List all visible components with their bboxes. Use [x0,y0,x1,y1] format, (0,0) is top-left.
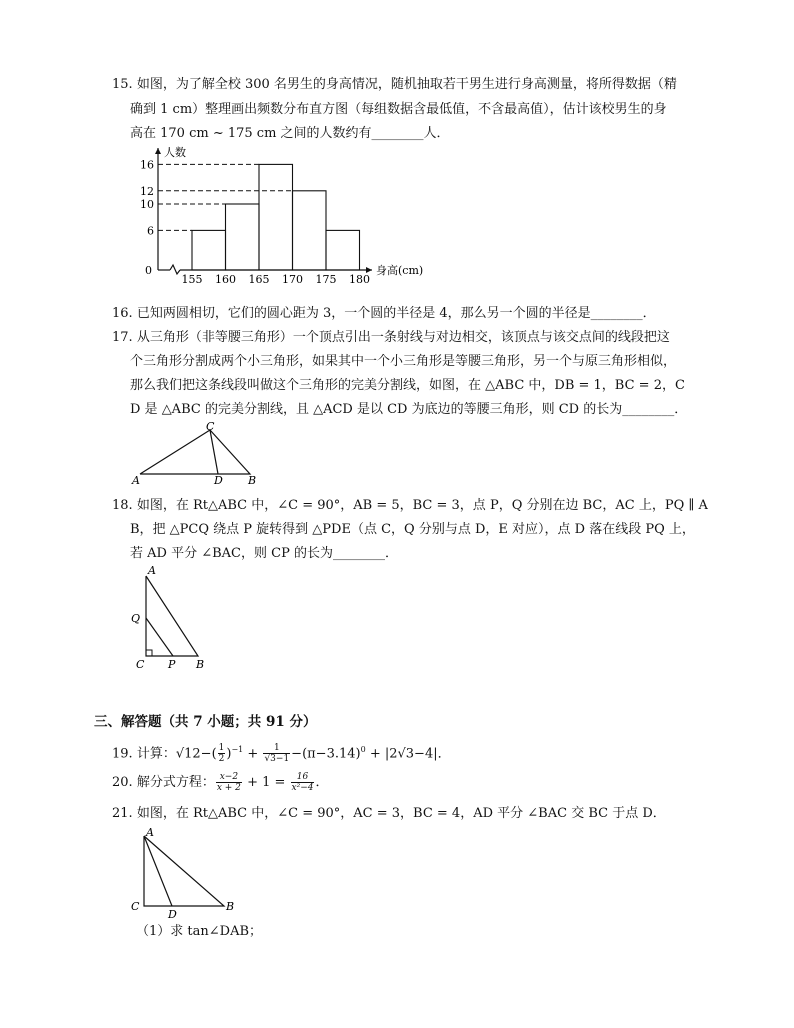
q17-label-a: A [132,474,140,486]
section-3-heading: 三、解答题（共 7 小题；共 91 分） [94,714,317,730]
origin-label: 0 [145,264,152,277]
x-tick-label: 175 [315,273,337,286]
q16-number: 16. [112,306,133,321]
histogram-bar [192,230,226,270]
q21-number: 21. [112,806,133,821]
q18-label-c: C [136,658,145,671]
q20-line: 20. 解分式方程： $\frac{x-2}{x + 2}$ + 1 = $\frac{16}{\text{x²−4}}$ ． [112,772,329,793]
q18-label-q: Q [131,612,141,625]
x-tick-label: 170 [282,273,303,286]
q21-label-d: D [168,908,177,920]
q21-label-b: B [226,900,235,913]
q19-fraction: $\frac{1}{√3-1}$ [264,743,290,765]
q19-fraction-half: $\frac{1}{2}$ [218,743,225,765]
q17-line-1: 17. 从三角形（非等腰三角形）一个顶点引出一条射线与对边相交，该顶点与该交点间的线段把这 [112,330,670,345]
histogram-bar [293,191,327,270]
q18-triangle-abc [146,576,198,656]
q18-label-b: B [196,658,205,671]
q21-triangle-figure [128,826,248,920]
q17-label-d: D [214,474,223,486]
q15-line-3: 高在 170 cm ~ 175 cm 之间的人数约有________人． [130,126,450,141]
x-tick-label: 160 [215,273,236,286]
y-axis-arrow [155,148,161,154]
x-tick-label: 165 [248,273,270,286]
q17-line-3: 那么我们把这条线段叫做这个三角形的完美分割线，如图，在 △ABC 中，DB = 1，BC = 2，C [130,378,685,393]
x-axis-break [170,265,180,274]
q18-line-3: 若 AD 平分 ∠BAC，则 CP 的长为________． [130,546,398,561]
histogram-bar [226,204,260,270]
q18-label-p: P [168,658,176,671]
q17-triangle-abc [140,430,250,474]
x-axis-label: 身高(cm) [376,264,424,277]
q18-line-1: 18. 如图，在 Rt△ABC 中，∠C = 90°，AB = 5，BC = 3，点 P，Q 分别在边 BC，AC 上，PQ ∥ A [112,498,708,513]
q15-number: 15. [112,77,133,92]
x-tick-label: 155 [181,273,203,286]
q21-segment-ad [144,836,172,906]
q19-sqrt12: √12 [175,746,201,762]
y-tick-label: 12 [140,184,154,198]
q18-label-a: A [148,564,156,577]
y-tick-label: 6 [147,224,154,238]
q17-label-c: C [206,420,215,433]
x-tick-label: 180 [349,273,370,286]
q15-line-1: 15. 如图，为了解全校 300 名男生的身高情况，随机抽取若干男生进行身高测量，将所得数据（精 [112,77,677,92]
histogram-chart [136,142,456,290]
q18-triangle-figure [128,562,218,672]
q20-fraction-right: $\frac{16}{\text{x²−4}}$ [291,772,314,793]
q17-line-2: 个三角形分割成两个小三角形，如果其中一个小三角形是等腰三角形，另一个与原三角形相似， [130,354,677,369]
q21-line: 21. 如图，在 Rt△ABC 中，∠C = 90°，AC = 3，BC = 4，AD 平分 ∠BAC 交 BC 于点 D． [112,806,666,821]
q20-number: 20. [112,775,133,790]
q18-number: 18. [112,498,133,513]
histogram-bar [326,230,360,270]
q20-fraction-left: $\frac{x-2}{x + 2}$ [216,772,241,793]
histogram-bar [259,164,293,270]
q19-number: 19. [112,746,133,762]
q16-line: 16. 已知两圆相切，它们的圆心距为 3，一个圆的半径是 4，那么另一个圆的半径是________． [112,306,656,321]
q21-sub-1: （1）求 tan∠DAB； [136,924,263,939]
q17-label-b: B [248,474,257,486]
q17-triangle-figure [130,420,270,486]
q19-line: 19. 计算：√12−( $\frac{1}{2}$ )$^{-1}$ + $\frac{1}{√3-1}$ $-(\pi-3.14)^0 + |2√3-4|$． [112,743,451,765]
q21-label-c: C [131,900,140,913]
y-tick-label: 16 [140,158,154,172]
y-axis-label: 人数 [164,146,186,159]
q15-line-2: 确到 1 cm）整理画出频数分布直方图（每组数据含最低值，不含最高值），估计该校男生的身 [130,102,667,117]
q18-right-angle-mark [146,650,152,656]
y-tick-label: 10 [140,198,154,211]
q17-line-4: D 是 △ABC 的完美分割线，且 △ACD 是以 CD 为底边的等腰三角形，则 CD 的长为________． [130,402,688,417]
q21-triangle-abc [144,836,224,906]
q17-number: 17. [112,330,133,345]
q18-line-2: B，把 △PCQ 绕点 P 旋转得到 △PDE（点 C，Q 分别与点 D，E 对应），点 D 落在线段 PQ 上， [130,522,695,537]
q21-label-a: A [146,826,154,839]
